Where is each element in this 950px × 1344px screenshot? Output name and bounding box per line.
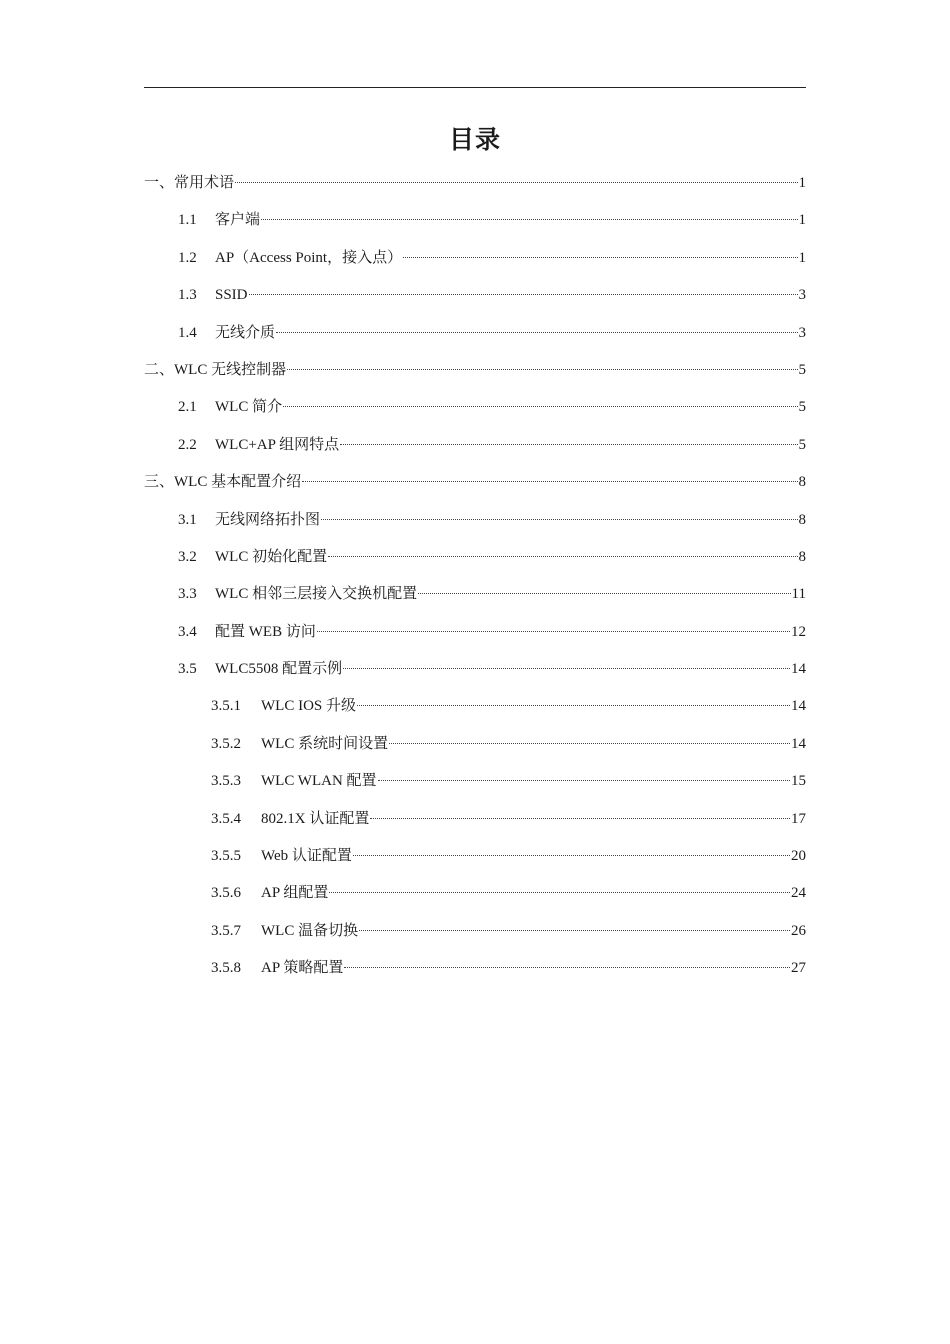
toc-entry-label: 配置 WEB 访问 — [215, 623, 316, 640]
toc-entry[interactable] — [144, 694, 806, 731]
dot-leader — [353, 855, 790, 856]
toc-entry[interactable] — [144, 470, 806, 507]
toc-entry-page-number: 8 — [798, 511, 806, 528]
dot-leader — [389, 743, 790, 744]
toc-entry-label: AP 组配置 — [261, 885, 329, 902]
toc-entry-page-number: 14 — [791, 735, 806, 752]
toc-entry-label: WLC 相邻三层接入交换机配置 — [215, 586, 418, 603]
dot-leader — [249, 294, 798, 295]
toc-entry-number: 1.1 — [178, 212, 197, 229]
toc-entry[interactable] — [144, 657, 806, 694]
dot-leader — [302, 481, 797, 482]
toc-entry-page-number: 1 — [798, 249, 806, 266]
toc-entry-label: WLC5508 配置示例 — [215, 661, 343, 678]
toc-entry-number: 一、 — [144, 175, 175, 191]
toc-entry-label: 客户端 — [215, 212, 261, 229]
toc-entry-number: 1.2 — [178, 249, 197, 266]
toc-entry[interactable] — [144, 508, 806, 545]
toc-entry-page-number: 24 — [791, 885, 806, 902]
toc-entry-number: 3.5.7 — [211, 922, 241, 939]
toc-entry-page-number: 3 — [798, 324, 806, 341]
dot-leader — [276, 332, 797, 333]
toc-entry[interactable] — [144, 321, 806, 358]
toc-entry-label: AP（Access Point，接入点） — [215, 249, 403, 266]
toc-entry-number: 1.4 — [178, 324, 197, 341]
toc-entry[interactable] — [144, 919, 806, 956]
toc-entry[interactable] — [144, 844, 806, 881]
dot-leader — [403, 257, 797, 258]
toc-entry-number: 3.5.8 — [211, 960, 241, 977]
dot-leader — [321, 519, 797, 520]
toc-entry-label: SSID — [215, 287, 248, 304]
toc-entry-label: WLC 无线控制器 — [174, 361, 287, 378]
toc-entry-number: 3.5 — [178, 661, 197, 678]
toc-entry-page-number: 14 — [791, 661, 806, 678]
toc-entry-label: WLC 初始化配置 — [215, 548, 328, 565]
toc-entry-label: WLC WLAN 配置 — [261, 773, 377, 790]
toc-entry-page-number: 5 — [798, 399, 806, 416]
toc-entry-label: 802.1X 认证配置 — [261, 810, 370, 827]
toc-entry-page-number: 5 — [798, 436, 806, 453]
toc-entry-label: WLC 基本配置介绍 — [174, 474, 302, 491]
toc-title: 目录 — [448, 125, 501, 154]
dot-leader — [418, 593, 790, 594]
toc-entry-label: WLC IOS 升级 — [261, 698, 356, 715]
toc-entry-page-number: 27 — [791, 960, 806, 977]
toc-entry[interactable] — [144, 769, 806, 806]
toc-entry-page-number: 20 — [791, 848, 806, 865]
dot-leader — [357, 705, 790, 706]
toc-entry-number: 3.5.5 — [211, 848, 241, 865]
toc-entry-number: 3.3 — [178, 586, 197, 603]
toc-entry[interactable] — [144, 582, 806, 619]
toc-entry[interactable] — [144, 433, 806, 470]
toc-entry-number: 3.4 — [178, 623, 197, 640]
dot-leader — [378, 780, 790, 781]
table-of-contents — [144, 171, 806, 994]
dot-leader — [344, 967, 790, 968]
toc-entry-page-number: 1 — [798, 212, 806, 229]
dot-leader — [359, 930, 790, 931]
toc-entry-number: 二、 — [144, 361, 175, 378]
toc-entry[interactable] — [144, 732, 806, 769]
toc-entry-label: WLC 温备切换 — [261, 922, 359, 939]
toc-entry-page-number: 1 — [798, 175, 806, 191]
toc-entry[interactable] — [144, 171, 806, 208]
toc-entry-page-number: 12 — [791, 623, 806, 640]
toc-entry-label: 无线介质 — [215, 324, 276, 341]
toc-entry-number: 3.2 — [178, 548, 197, 565]
toc-entry-page-number: 26 — [791, 922, 806, 939]
toc-entry-number: 3.5.3 — [211, 773, 241, 790]
dot-leader — [370, 818, 790, 819]
toc-entry[interactable] — [144, 208, 806, 245]
dot-leader — [235, 182, 797, 183]
toc-entry-label: AP 策略配置 — [261, 960, 344, 977]
toc-entry[interactable] — [144, 620, 806, 657]
toc-entry-label: 常用术语 — [174, 175, 235, 191]
toc-entry-number: 1.3 — [178, 287, 197, 304]
toc-entry[interactable] — [144, 395, 806, 432]
dot-leader — [261, 219, 797, 220]
toc-entry[interactable] — [144, 283, 806, 320]
toc-entry-page-number: 15 — [791, 773, 806, 790]
toc-entry-number: 3.5.2 — [211, 735, 241, 752]
toc-entry-label: Web 认证配置 — [261, 848, 352, 865]
toc-entry-label: WLC 简介 — [215, 399, 283, 416]
toc-entry-number: 2.2 — [178, 436, 197, 453]
dot-leader — [283, 406, 797, 407]
toc-entry[interactable] — [144, 956, 806, 993]
toc-entry-number: 2.1 — [178, 399, 197, 416]
toc-entry-number: 3.5.6 — [211, 885, 241, 902]
header-rule — [144, 87, 806, 88]
toc-entry[interactable] — [144, 358, 806, 395]
toc-entry[interactable] — [144, 807, 806, 844]
toc-entry-page-number: 11 — [791, 586, 806, 603]
toc-entry-label: WLC+AP 组网特点 — [215, 436, 340, 453]
toc-entry-label: 无线网络拓扑图 — [215, 511, 321, 528]
toc-entry-page-number: 8 — [798, 548, 806, 565]
toc-entry-page-number: 14 — [791, 698, 806, 715]
toc-entry-number: 3.5.1 — [211, 698, 241, 715]
dot-leader — [329, 892, 790, 893]
toc-entry-page-number: 5 — [798, 361, 806, 378]
dot-leader — [287, 369, 797, 370]
dot-leader — [340, 444, 797, 445]
toc-entry-page-number: 17 — [791, 810, 806, 827]
toc-entry-number: 3.1 — [178, 511, 197, 528]
toc-entry-label: WLC 系统时间设置 — [261, 735, 389, 752]
toc-entry[interactable] — [144, 545, 806, 582]
dot-leader — [317, 631, 790, 632]
dot-leader — [328, 556, 797, 557]
toc-entry-number: 3.5.4 — [211, 810, 241, 827]
toc-entry-page-number: 8 — [798, 474, 806, 491]
toc-entry-number: 三、 — [144, 474, 175, 491]
toc-entry-page-number: 3 — [798, 287, 806, 304]
toc-entry[interactable] — [144, 246, 806, 283]
toc-entry[interactable] — [144, 881, 806, 918]
dot-leader — [343, 668, 790, 669]
